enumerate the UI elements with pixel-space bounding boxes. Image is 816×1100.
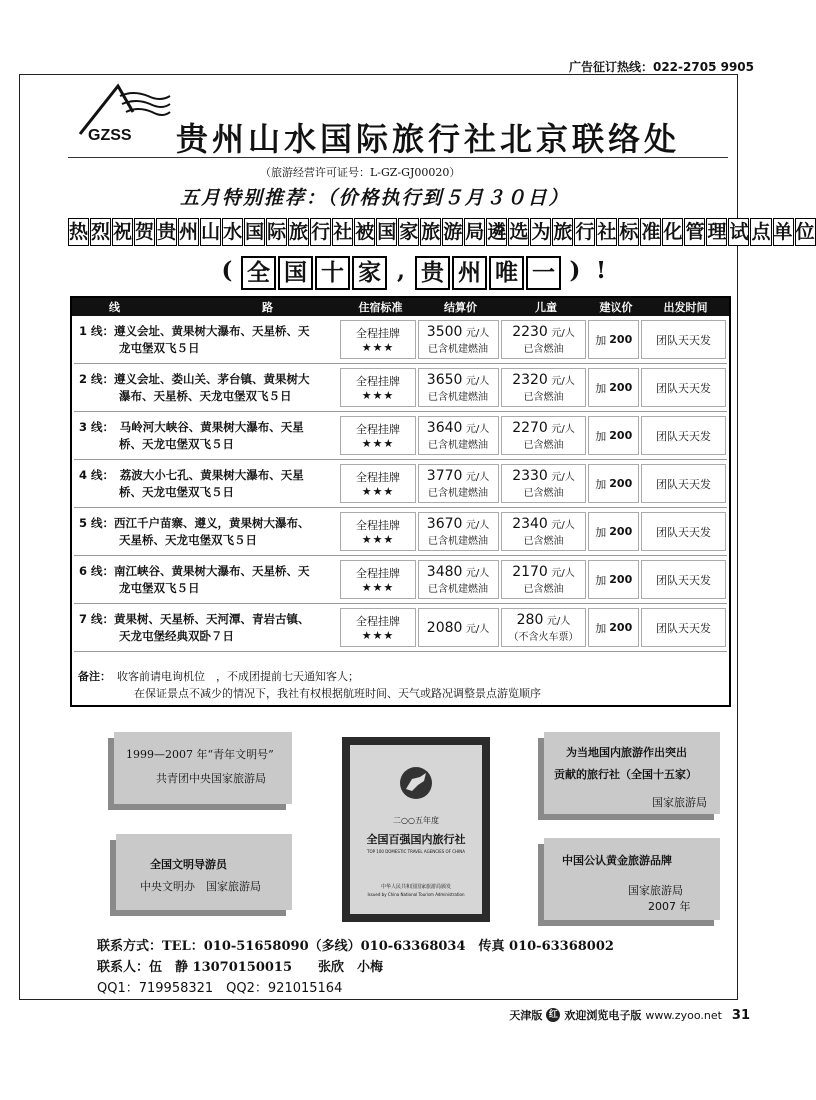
table-row [74, 316, 727, 364]
page-footer [509, 1007, 750, 1023]
accommodation-cell [340, 512, 415, 551]
award-gold-brand [544, 838, 720, 920]
banner-char: 为 [530, 218, 551, 246]
banner-char: 十 [315, 256, 350, 290]
plaque-face [350, 745, 482, 914]
suggested-cell [588, 560, 639, 599]
route-line-1: 6 线：南江峡谷、黄果树大瀑布、天星桥、天 [79, 563, 310, 578]
suggested-prefix: 加 [595, 429, 607, 443]
child-price: 2170 [512, 564, 548, 580]
banner-char: 水 [222, 218, 243, 246]
footer-edition: 天津版 [509, 1009, 543, 1022]
banner-char: 选 [508, 218, 529, 246]
departure-value: 团队天天发 [656, 621, 712, 635]
child-unit: 元/人 [551, 424, 575, 435]
banner-char: 烈 [90, 218, 111, 246]
child-unit: 元/人 [551, 520, 575, 531]
national-banner [215, 256, 615, 290]
plaque-issuer: 中华人民共和国国家旅游局颁发 [380, 884, 451, 890]
price-cell [418, 320, 499, 359]
banner-char: 遴 [486, 218, 507, 246]
child-unit: 元/人 [551, 328, 575, 339]
banner-char: 准 [640, 218, 661, 246]
route-line-2: 瀑布、天星桥、天龙屯堡双飞５日 [119, 388, 292, 403]
accommodation-label: 全程挂牌 [356, 375, 400, 388]
notes-line-1: 收客前请电询机位 ，不成团提前七天通知客人； [117, 670, 359, 683]
banner-char: 社 [596, 218, 617, 246]
accommodation-cell [340, 560, 415, 599]
price-unit: 元/人 [465, 376, 490, 387]
child-cell [501, 512, 587, 551]
table-row [74, 508, 727, 556]
price-cell [418, 368, 499, 407]
child-price: 2320 [512, 372, 548, 388]
suggested-prefix: 加 [595, 525, 607, 539]
banner-char: 热 [68, 218, 89, 246]
award-guide-issuer: 中央文明办 国家旅游局 [140, 880, 261, 893]
departure-value: 团队天天发 [656, 429, 712, 443]
route-cell [75, 416, 338, 455]
departure-cell [641, 368, 726, 407]
departure-cell [641, 464, 726, 503]
suggested-value: 200 [609, 621, 633, 634]
footer-text: 欢迎浏览电子版 [564, 1009, 642, 1022]
accommodation-cell [340, 464, 415, 503]
accommodation-cell [340, 320, 415, 359]
banner-char: , [396, 257, 405, 284]
child-note: 已含燃油 [523, 344, 564, 355]
suggested-value: 200 [609, 381, 633, 394]
suggested-prefix: 加 [595, 333, 607, 347]
route-line-2: 龙屯堡双飞５日 [119, 580, 200, 595]
banner-char: 国 [278, 256, 313, 290]
plaque-year: 二○○五年度 [393, 816, 439, 825]
header-route: 线 路 [109, 301, 313, 314]
price-value: 3500 [426, 324, 463, 340]
price-cell [418, 464, 499, 503]
banner-char: 贺 [134, 218, 155, 246]
route-line-2: 天龙屯堡经典双卧７日 [119, 628, 234, 643]
departure-cell [641, 320, 726, 359]
contact-phone: 联系方式：TEL：010-51658090（多线）010-63368034 传真 010-63368002 [97, 939, 614, 954]
suggested-value: 200 [609, 477, 633, 490]
route-line-2: 桥、天龙屯堡双飞５日 [119, 436, 234, 451]
banner-char: 贵 [156, 218, 177, 246]
suggested-cell [588, 368, 639, 407]
suggested-value: 200 [609, 429, 633, 442]
child-unit: 元/人 [546, 616, 571, 627]
award-youth [114, 732, 292, 804]
header-child: 儿童 [535, 301, 557, 314]
child-cell [501, 416, 587, 455]
award-youth-issuer: 共青团中央国家旅游局 [156, 772, 266, 785]
price-unit: 元/人 [465, 520, 490, 531]
child-cell [501, 320, 587, 359]
accommodation-label: 全程挂牌 [356, 471, 400, 484]
child-note: 已含燃油 [523, 584, 564, 595]
route-line-1: 2 线：遵义会址、娄山关、茅台镇、黄果树大 [79, 371, 310, 386]
award-guide-title: 全国文明导游员 [150, 858, 227, 871]
notes [78, 668, 541, 702]
award-contribution-line2: 贡献的旅行社（全国十五家） [554, 768, 697, 781]
banner-char: 家 [352, 256, 387, 290]
banner-char: 唯 [489, 256, 524, 290]
banner-char: 管 [684, 218, 705, 246]
price-value: 3650 [426, 372, 463, 388]
price-unit: 元/人 [465, 623, 490, 635]
departure-value: 团队天天发 [656, 477, 712, 491]
header-suggested: 建议价 [599, 301, 633, 314]
banner-char: 际 [266, 218, 287, 246]
banner-char: 一 [526, 256, 561, 290]
banner-char: 社 [332, 218, 353, 246]
suggested-cell [588, 464, 639, 503]
child-cell [501, 560, 587, 599]
award-gold-year: 2007 年 [648, 900, 691, 913]
accommodation-label: 全程挂牌 [356, 327, 400, 340]
award-contribution-issuer: 国家旅游局 [652, 796, 707, 809]
plaque-en: TOP 100 DOMESTIC TRAVEL AGENCIES OF CHINA [367, 849, 465, 854]
route-line-2: 桥、天龙屯堡双飞５日 [119, 484, 234, 499]
route-line-1: 4 线： 荔波大小七孔、黄果树大瀑布、天星 [79, 467, 304, 482]
star-rating: ★★★ [361, 341, 395, 354]
child-note: 已含燃油 [523, 488, 564, 499]
route-line-2: 龙屯堡双飞５日 [119, 340, 200, 355]
price-value: 3670 [426, 516, 463, 532]
child-unit: 元/人 [551, 472, 575, 483]
banner-char: 游 [442, 218, 463, 246]
banner-char: 旅 [288, 218, 309, 246]
price-cell [418, 416, 499, 455]
child-note: 已含燃油 [523, 392, 564, 403]
banner-char: 旅 [552, 218, 573, 246]
price-unit: 元/人 [465, 568, 490, 579]
child-note: 已含燃油 [523, 536, 564, 547]
promo-heading: 五月特别推荐：（价格执行到５月３０日） [180, 187, 570, 209]
accommodation-label: 全程挂牌 [356, 423, 400, 436]
table-row [74, 460, 727, 508]
congrats-banner [68, 218, 815, 246]
table-row [74, 604, 727, 652]
child-price: 2340 [512, 516, 548, 532]
header-accommodation: 住宿标准 [358, 301, 403, 314]
price-value: 2080 [426, 619, 463, 636]
departure-value: 团队天天发 [656, 573, 712, 587]
table-row [74, 556, 727, 604]
suggested-value: 200 [609, 333, 633, 346]
banner-char: 国 [244, 218, 265, 246]
route-line-1: 3 线： 马岭河大峡谷、黄果树大瀑布、天星 [79, 419, 304, 434]
banner-char: ) [569, 257, 581, 284]
contact-qq: QQ1：719958321 QQ2：921015164 [97, 981, 343, 996]
accommodation-label: 全程挂牌 [356, 615, 400, 628]
banner-char: 理 [706, 218, 727, 246]
logo-text: GZSS [88, 127, 132, 144]
star-rating: ★★★ [361, 389, 395, 402]
suggested-value: 200 [609, 573, 633, 586]
banner-char: 山 [200, 218, 221, 246]
price-value: 3770 [426, 468, 463, 484]
banner-char: 试 [728, 218, 749, 246]
route-cell [75, 608, 338, 647]
departure-cell [641, 416, 726, 455]
price-note: 已含机建燃油 [428, 392, 489, 403]
header-price: 结算价 [444, 301, 477, 314]
child-cell [501, 368, 587, 407]
banner-char: 行 [310, 218, 331, 246]
departure-value: 团队天天发 [656, 381, 712, 395]
price-note: 已含机建燃油 [428, 584, 489, 595]
star-rating: ★★★ [361, 533, 395, 546]
award-contribution [544, 732, 720, 814]
price-cell [418, 512, 499, 551]
price-note: 已含机建燃油 [428, 440, 489, 451]
banner-char: 点 [750, 218, 771, 246]
table-row [74, 412, 727, 460]
price-unit: 元/人 [465, 328, 490, 339]
price-cell [418, 608, 499, 647]
route-line-1: 5 线：西江千户苗寨、遵义，黄果树大瀑布、 [79, 515, 310, 530]
header-departure: 出发时间 [663, 301, 708, 314]
banner-char: 全 [241, 256, 276, 290]
departure-value: 团队天天发 [656, 333, 712, 347]
accommodation-cell [340, 416, 415, 455]
banner-char: ( [221, 257, 233, 284]
suggested-prefix: 加 [595, 477, 607, 491]
route-cell [75, 464, 338, 503]
star-rating: ★★★ [361, 629, 395, 642]
banner-char: 局 [464, 218, 485, 246]
child-cell [501, 608, 587, 647]
route-cell [75, 560, 338, 599]
banner-char: 单 [773, 218, 794, 246]
banner-char: 旅 [420, 218, 441, 246]
child-cell [501, 464, 587, 503]
route-cell [75, 512, 338, 551]
award-guide [116, 834, 292, 910]
price-value: 3480 [426, 564, 463, 580]
route-cell [75, 368, 338, 407]
suggested-cell [588, 608, 639, 647]
price-note: 已含机建燃油 [428, 536, 489, 547]
departure-cell [641, 560, 726, 599]
star-rating: ★★★ [361, 581, 395, 594]
departure-value: 团队天天发 [656, 525, 712, 539]
accommodation-label: 全程挂牌 [356, 519, 400, 532]
price-unit: 元/人 [465, 424, 490, 435]
departure-cell [641, 512, 726, 551]
child-price: 2270 [512, 420, 548, 436]
notes-label: 备注： [78, 670, 111, 683]
horse-emblem-icon [398, 765, 434, 801]
banner-char: 位 [795, 218, 816, 246]
banner-char: 国 [376, 218, 397, 246]
departure-cell [641, 608, 726, 647]
child-price: 280 [516, 612, 544, 628]
license-number: （旅游经营许可证号：L-GZ-GJ00020） [260, 166, 461, 179]
footer-url[interactable]: www.zyoo.net [645, 1008, 722, 1022]
accommodation-cell [340, 608, 415, 647]
price-value: 3640 [426, 420, 463, 436]
star-rating: ★★★ [361, 485, 395, 498]
award-gold-title: 中国公认黄金旅游品牌 [562, 854, 672, 867]
award-gold-issuer: 国家旅游局 [628, 884, 683, 897]
top100-plaque [342, 737, 490, 922]
agency-logo [78, 82, 170, 144]
ad-hotline: 广告征订热线：022-2705 9905 [568, 60, 754, 74]
award-contribution-line1: 为当地国内旅游作出突出 [566, 746, 687, 759]
accommodation-label: 全程挂牌 [356, 567, 400, 580]
banner-char: 州 [178, 218, 199, 246]
suggested-prefix: 加 [595, 381, 607, 395]
contact-person: 联系人：伍 静 13070150015 张欣 小梅 [97, 960, 384, 975]
route-line-1: 1 线：遵义会址、黄果树大瀑布、天星桥、天 [79, 323, 310, 338]
banner-char: 贵 [415, 256, 450, 290]
suggested-cell [588, 320, 639, 359]
child-unit: 元/人 [551, 376, 575, 387]
suggested-cell [588, 416, 639, 455]
table-header [72, 298, 729, 316]
price-note: 已含机建燃油 [428, 488, 489, 499]
route-line-1: 7 线：黄果树、天星桥、天河潭、青岩古镇、 [79, 611, 310, 626]
suggested-prefix: 加 [595, 621, 607, 635]
accommodation-cell [340, 368, 415, 407]
award-youth-title: 1999—2007 年“青年文明号” [126, 748, 274, 761]
star-rating: ★★★ [361, 437, 395, 450]
child-price: 2330 [512, 468, 548, 484]
suggested-cell [588, 512, 639, 551]
child-unit: 元/人 [551, 568, 575, 579]
child-price: 2230 [512, 324, 548, 340]
plaque-title: 全国百强国内旅行社 [366, 833, 466, 846]
notes-line-2: 在保证景点不减少的情况下，我社有权根据航班时间、天气或路况调整景点游览顺序 [134, 687, 541, 700]
price-note: 已含机建燃油 [428, 344, 489, 355]
plaque-issuer-en: Issued by China National Tourism Administration [367, 892, 465, 897]
price-cell [418, 560, 499, 599]
agency-name: 贵州山水国际旅行社北京联络处 [176, 120, 681, 158]
badge-icon: 红 [546, 1008, 560, 1022]
banner-char: 行 [574, 218, 595, 246]
banner-char: 州 [452, 256, 487, 290]
banner-char: 标 [618, 218, 639, 246]
route-line-2: 天星桥、天龙屯堡双飞５日 [119, 532, 257, 547]
price-unit: 元/人 [465, 472, 490, 483]
page-number: 31 [731, 1007, 750, 1023]
banner-char: 祝 [112, 218, 133, 246]
suggested-prefix: 加 [595, 573, 607, 587]
banner-char: 化 [662, 218, 683, 246]
table-body [72, 316, 729, 652]
child-note: （不含火车票） [508, 632, 579, 643]
suggested-value: 200 [609, 525, 633, 538]
divider [68, 157, 728, 158]
banner-char: 家 [398, 218, 419, 246]
banner-char: 被 [354, 218, 375, 246]
route-cell [75, 320, 338, 359]
route-table [70, 296, 731, 707]
banner-char: ! [595, 257, 607, 284]
table-row [74, 364, 727, 412]
child-note: 已含燃油 [523, 440, 564, 451]
